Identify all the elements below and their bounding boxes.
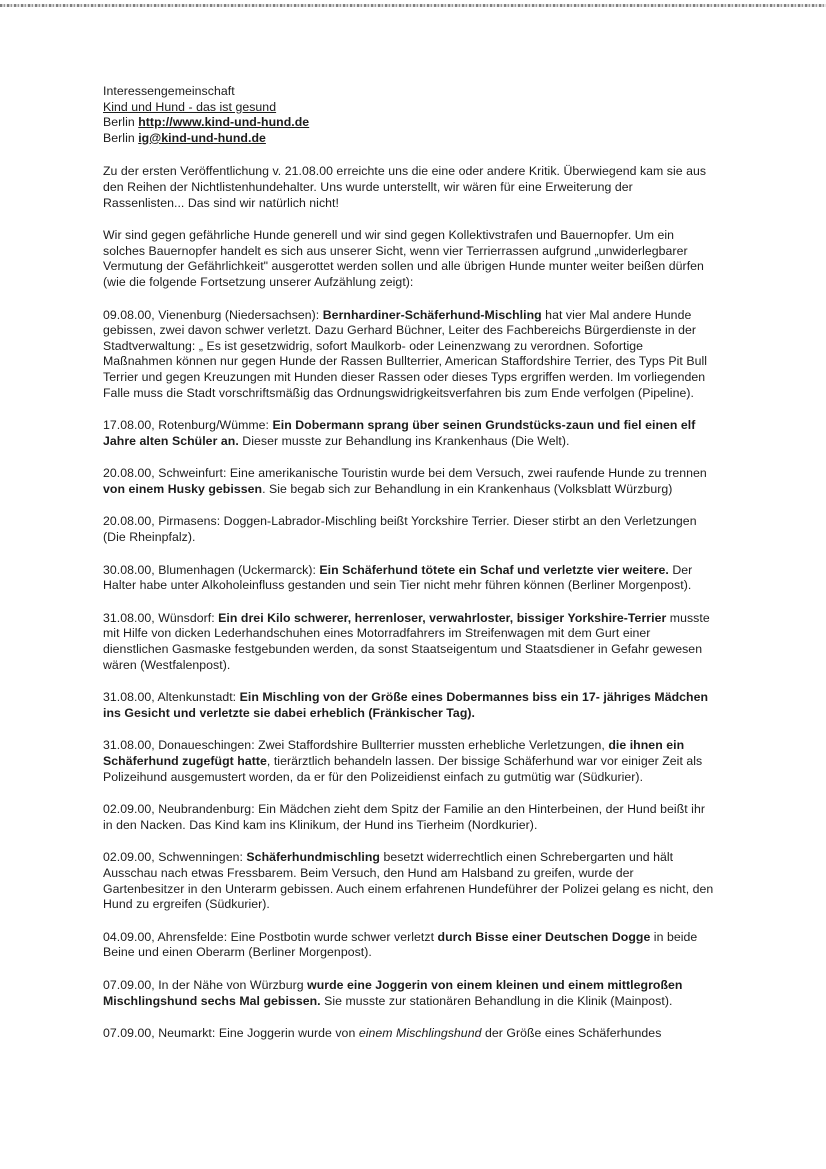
incident-entry: 09.08.00, Vienenburg (Niedersachsen): Bernhardiner-Schäferhund-Mischling hat vier Mal andere Hunde gebissen, zwei davon schwer verletzt. Dazu Gerhard Büchner, Leiter des Fachbereichs Bürgerdienste in der Stadtverwaltung: „ Es ist gesetzwidrig, sofort Maulkorb- oder Leinenzwang zu verordnen. Sofortige Maßnahmen können nur gegen Hunde der Rassen Bullterrier, American Staffordshire Terrier, des Typs Pit Bull Terrier und gegen Kreuzungen mit Hunden dieser Rassen oder dieses Typs ergriffen werden. Im vorliegenden Falle muss die Stadt vorschriftsmäßig das Ordnungswidrigkeitsverfahren bis zum Ende verfolgen (Pipeline). bbox=[103, 307, 708, 400]
website-link[interactable]: http://www.kind-und-hund.de bbox=[138, 115, 310, 130]
intro-paragraph: Zu der ersten Veröffentlichung v. 21.08.00 erreichte uns die eine oder andere Kritik. Überwiegend kam sie aus den Reihen der Nichtlistenhundehalter. Uns wurde unterstellt, wir wären für eine Erweiterung der Rassenlisten... Das sind wir natürlich nicht! bbox=[103, 164, 707, 210]
incident-entry: 07.09.00, Neumarkt: Eine Joggerin wurde von einem Mischlingshund der Größe eines Schäferhundes bbox=[103, 1026, 662, 1041]
highlight-text: von einem Husky gebissen bbox=[103, 481, 263, 496]
city-label: Berlin bbox=[103, 130, 139, 145]
incident-entry: 17.08.00, Rotenburg/Wümme: Ein Dobermann sprang über seinen Grundstücks-zaun und fiel einen elf Jahre alten Schüler an. Dieser musste zur Behandlung ins Krankenhaus (Die Welt). bbox=[103, 418, 696, 448]
highlight-text: Ein Dobermann sprang über seinen Grundstücks-zaun und fiel einen elf Jahre alten Schüler an. bbox=[103, 418, 696, 448]
email-line bbox=[103, 131, 715, 147]
highlight-text: die ihnen ein Schäferhund zugefügt hatte bbox=[103, 738, 685, 768]
city-label: Berlin bbox=[103, 115, 139, 130]
highlight-text: Schäferhundmischling bbox=[246, 850, 380, 865]
letterhead bbox=[103, 84, 715, 146]
document-page bbox=[103, 84, 715, 1059]
incident-entry: 04.09.00, Ahrensfelde: Eine Postbotin wurde schwer verletzt durch Bisse einer Deutschen Dogge in beide Beine und einen Oberarm (Berliner Morgenpost). bbox=[103, 929, 698, 960]
italic-text: einem Mischlingshund bbox=[358, 1026, 482, 1041]
intro-paragraph: Wir sind gegen gefährliche Hunde generell und wir sind gegen Kollektivstrafen und Bauernopfer. Um ein solches Bauernopfer handelt es sich aus unserer Sicht, wenn vier Terrierrassen aufgrund „unwiderlegbarer Vermutung der Gefährlichkeit" ausgerottet werden sollen und alle übrigen Hunde munter weiter beißen dürfen (wie die folgende Fortsetzung unserer Aufzählung zeigt): bbox=[103, 228, 704, 289]
highlight-text: wurde eine Joggerin von einem kleinen und einem mittlegroßen Mischlingshund sechs Mal gebissen. bbox=[103, 977, 683, 1008]
website-line bbox=[103, 115, 715, 131]
email-link[interactable]: ig@kind-und-hund.de bbox=[138, 130, 266, 145]
highlight-text: durch Bisse einer Deutschen Dogge bbox=[437, 929, 651, 944]
incident-entry: 31.08.00, Altenkunstadt: Ein Mischling von der Größe eines Dobermannes biss ein 17- jähriges Mädchen ins Gesicht und verletzte sie dabei erheblich (Fränkischer Tag). bbox=[103, 690, 709, 720]
highlight-text: Ein Mischling von der Größe eines Dobermannes biss ein 17- jähriges Mädchen ins Gesicht und verletzte sie dabei erheblich (Fränkischer Tag). bbox=[103, 690, 709, 720]
incident-entry: 20.08.00, Schweinfurt: Eine amerikanische Touristin wurde bei dem Versuch, zwei raufende Hunde zu trennen von einem Husky gebissen. Sie begab sich zur Behandlung in ein Krankenhaus (Volksblatt Würzburg) bbox=[103, 466, 707, 496]
highlight-text: Ein Schäferhund tötete ein Schaf und verletzte vier weitere. bbox=[319, 562, 669, 577]
scan-edge-artifact bbox=[0, 4, 826, 7]
highlight-text: Bernhardiner-Schäferhund-Mischling bbox=[322, 307, 542, 322]
incident-entry: 20.08.00, Pirmasens: Doggen-Labrador-Mischling beißt Yorckshire Terrier. Dieser stirbt an den Verletzungen (Die Rheinpfalz). bbox=[103, 514, 697, 545]
incident-entry: 02.09.00, Schwenningen: Schäferhundmischling besetzt widerrechtlich einen Schrebergarten und hält Ausschau nach etwas Fressbarem. Beim Versuch, den Hund am Halsband zu greifen, wurde der Gartenbesitzer in den Unterarm gebissen. Auch einem erfahrenen Hundeführer der Polizei gelang es nicht, den Hund zu ergreifen (Südkurier). bbox=[103, 850, 714, 912]
incident-entry: 31.08.00, Donaueschingen: Zwei Staffordshire Bullterrier mussten erhebliche Verletzungen, die ihnen ein Schäferhund zugefügt hatte, tierärztlich behandeln lassen. Der bissige Schäferhund war vor einiger Zeit als Polizeihund ausgemustert worden, da er für den Polizeidienst einfach zu gutmütig war (Südkurier). bbox=[103, 738, 703, 784]
org-name: Interessengemeinschaft bbox=[103, 84, 235, 98]
incident-entry: 02.09.00, Neubrandenburg: Ein Mädchen zieht dem Spitz der Familie an den Hinterbeinen, der Hund beißt ihr in den Nacken. Das Kind kam ins Klinikum, der Hund ins Tierheim (Nordkurier). bbox=[103, 802, 706, 832]
incident-entry: 30.08.00, Blumenhagen (Uckermarck): Ein Schäferhund tötete ein Schaf und verletzte vier weitere. Der Halter habe unter Alkoholeinfluss gestanden und sein Tier nicht mehr führen können (Berliner Morgenpost). bbox=[103, 562, 693, 593]
highlight-text: Ein drei Kilo schwerer, herrenloser, verwahrloster, bissiger Yorkshire-Terrier bbox=[218, 610, 667, 625]
incident-entry: 31.08.00, Wünsdorf: Ein drei Kilo schwerer, herrenloser, verwahrloster, bissiger Yorkshire-Terrier musste mit Hilfe von dicken Lederhandschuhen eines Motorradfahrers im Streifenwagen mit dem Gurt einer dienstlichen Gasmaske festgebunden werden, da sonst Staatseigentum und Staatsdiener in Gefahr gewesen wären (Westfalenpost). bbox=[103, 610, 710, 672]
org-subtitle: Kind und Hund - das ist gesund bbox=[103, 99, 277, 114]
incident-entry: 07.09.00, In der Nähe von Würzburg wurde eine Joggerin von einem kleinen und einem mittlegroßen Mischlingshund sechs Mal gebissen. Sie musste zur stationären Behandlung in die Klinik (Mainpost). bbox=[103, 977, 683, 1008]
